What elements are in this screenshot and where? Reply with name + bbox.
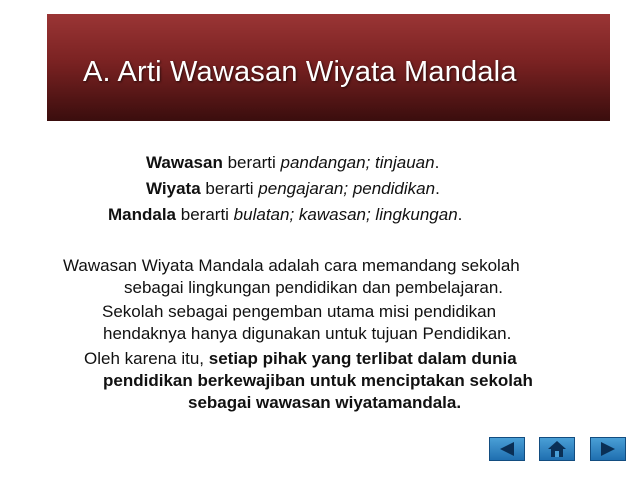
definition-meaning: pengajaran; pendidikan [258, 179, 436, 198]
definition-term: Wawasan [146, 153, 223, 172]
paragraph-1-line-2: sebagai lingkungan pendidikan dan pembelajaran. [124, 278, 504, 297]
prev-slide-button[interactable] [489, 437, 525, 461]
paragraph-3-bold-1: setiap pihak yang terlibat dalam dunia [208, 349, 517, 368]
paragraph-3-line-3: sebagai wawasan wiyatamandala. [188, 393, 462, 412]
home-icon [546, 440, 568, 458]
right-arrow-icon [597, 441, 619, 457]
definition-term: Mandala [108, 205, 177, 224]
definition-wawasan [146, 150, 439, 176]
paragraph-2-line-2: hendaknya hanya digunakan untuk tujuan Pendidikan. [103, 324, 512, 343]
definition-mandala [108, 202, 462, 228]
definition-meaning: pandangan; tinjauan [280, 153, 435, 172]
definition-verb: berarti [222, 153, 281, 172]
slide-navigation [489, 437, 627, 461]
left-arrow-icon [496, 441, 518, 457]
paragraph-1-line-1: Wawasan Wiyata Mandala adalah cara memandang sekolah [63, 256, 520, 275]
definition-verb: berarti [176, 205, 234, 224]
definition-verb: berarti [200, 179, 259, 198]
paragraph-3-prefix: Oleh karena itu, [84, 349, 209, 368]
next-slide-button[interactable] [590, 437, 626, 461]
title-banner [47, 14, 610, 121]
definition-end: . [457, 205, 463, 224]
paragraph-3-line-2: pendidikan berkewajiban untuk menciptakan sekolah [103, 371, 533, 390]
definition-term: Wiyata [146, 179, 201, 198]
paragraph-2-line-1: Sekolah sebagai pengemban utama misi pendidikan [102, 302, 497, 321]
slide-title: A. Arti Wawasan Wiyata Mandala [83, 56, 517, 88]
home-button[interactable] [539, 437, 575, 461]
definition-end: . [434, 153, 440, 172]
definition-wiyata [146, 176, 440, 202]
definition-meaning: bulatan; kawasan; lingkungan [233, 205, 458, 224]
definition-end: . [435, 179, 440, 198]
paragraph-3-line-1 [84, 349, 517, 369]
